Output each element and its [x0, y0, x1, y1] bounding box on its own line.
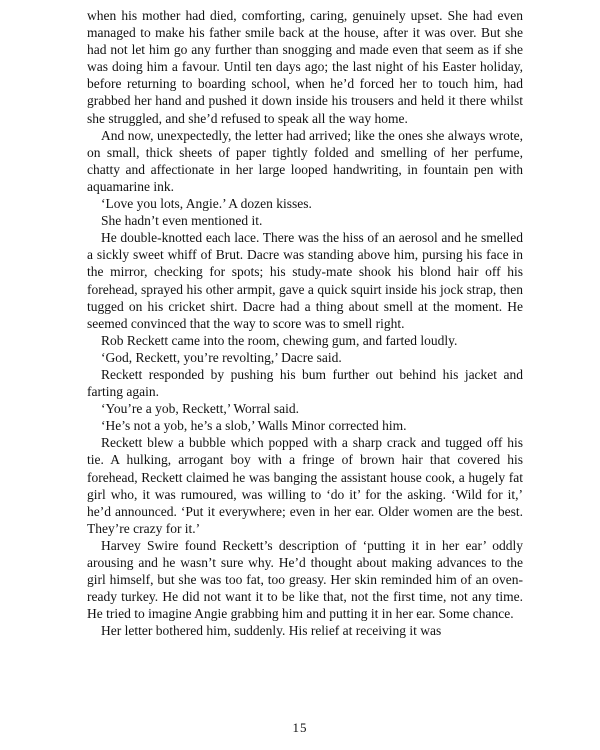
- page-body: [87, 7, 523, 639]
- paragraph: Reckett responded by pushing his bum further out behind his jacket and farting again.: [87, 366, 523, 400]
- paragraph: ‘You’re a yob, Reckett,’ Worral said.: [101, 401, 299, 417]
- paragraph: when his mother had died, comforting, caring, genuinely upset. She had even managed to make his father smile back at the house, after it was over. But she had not let him go any further than snogging and made even that seem as if she was doing him a favour. Until ten days ago; the last night of his Easter holiday, before returning to boarding school, when he’d forced her to touch him, had grabbed her hand and pushed it down inside his trousers and held it there whilst she struggled, and she’d refused to speak all the way home.: [87, 8, 523, 126]
- paragraph: And now, unexpectedly, the letter had arrived; like the ones she always wrote, on small, thick sheets of paper tightly folded and smelling of her perfume, chatty and affectionate in her large looped handwriting, in fountain pen with aquamarine ink.: [87, 127, 523, 194]
- paragraph: Rob Reckett came into the room, chewing gum, and farted loudly.: [101, 332, 458, 348]
- paragraph: ‘He’s not a yob, he’s a slob,’ Walls Minor corrected him.: [101, 418, 407, 434]
- paragraph: Her letter bothered him, suddenly. His relief at receiving it was: [101, 623, 442, 639]
- paragraph: Reckett blew a bubble which popped with a sharp crack and tugged off his tie. A hulking, arrogant boy with a fringe of brown hair that covered his forehead, Reckett claimed he was banging the assistant house cook, a hugely fat girl who, it was rumoured, was willing to ‘do it’ for the asking. ‘Wild for it,’ he’d announced. ‘Put it everywhere; even in her ear. Older women are the best. They’re crazy for it.’: [87, 435, 523, 536]
- paragraph: He double-knotted each lace. There was the hiss of an aerosol and he smelled a sickly sweet whiff of Brut. Dacre was standing above him, pursing his face in the mirror, checking for spots; his study-mate shook his blond hair off his forehead, sprayed his other armpit, gave a quick squirt inside his jock strap, then tugged on his cricket shirt. Dacre had a thing about smell at the moment. He seemed convinced that the way to score was to smell right.: [87, 230, 523, 331]
- paragraph: ‘God, Reckett, you’re revolting,’ Dacre said.: [101, 349, 342, 365]
- page-number: 15: [292, 720, 308, 735]
- paragraph: ‘Love you lots, Angie.’ A dozen kisses.: [101, 196, 312, 212]
- paragraph: Harvey Swire found Reckett’s description of ‘putting it in her ear’ oddly arousing and he wasn’t sure why. He’d thought about making advances to the girl himself, but she was too fat, too greasy. Her skin reminded him of an oven-ready turkey. He did not want it to be like that, not the first time, not any time. He tried to imagine Angie grabbing him and putting it in her ear. Some chance.: [87, 537, 523, 622]
- paragraph: She hadn’t even mentioned it.: [101, 213, 263, 229]
